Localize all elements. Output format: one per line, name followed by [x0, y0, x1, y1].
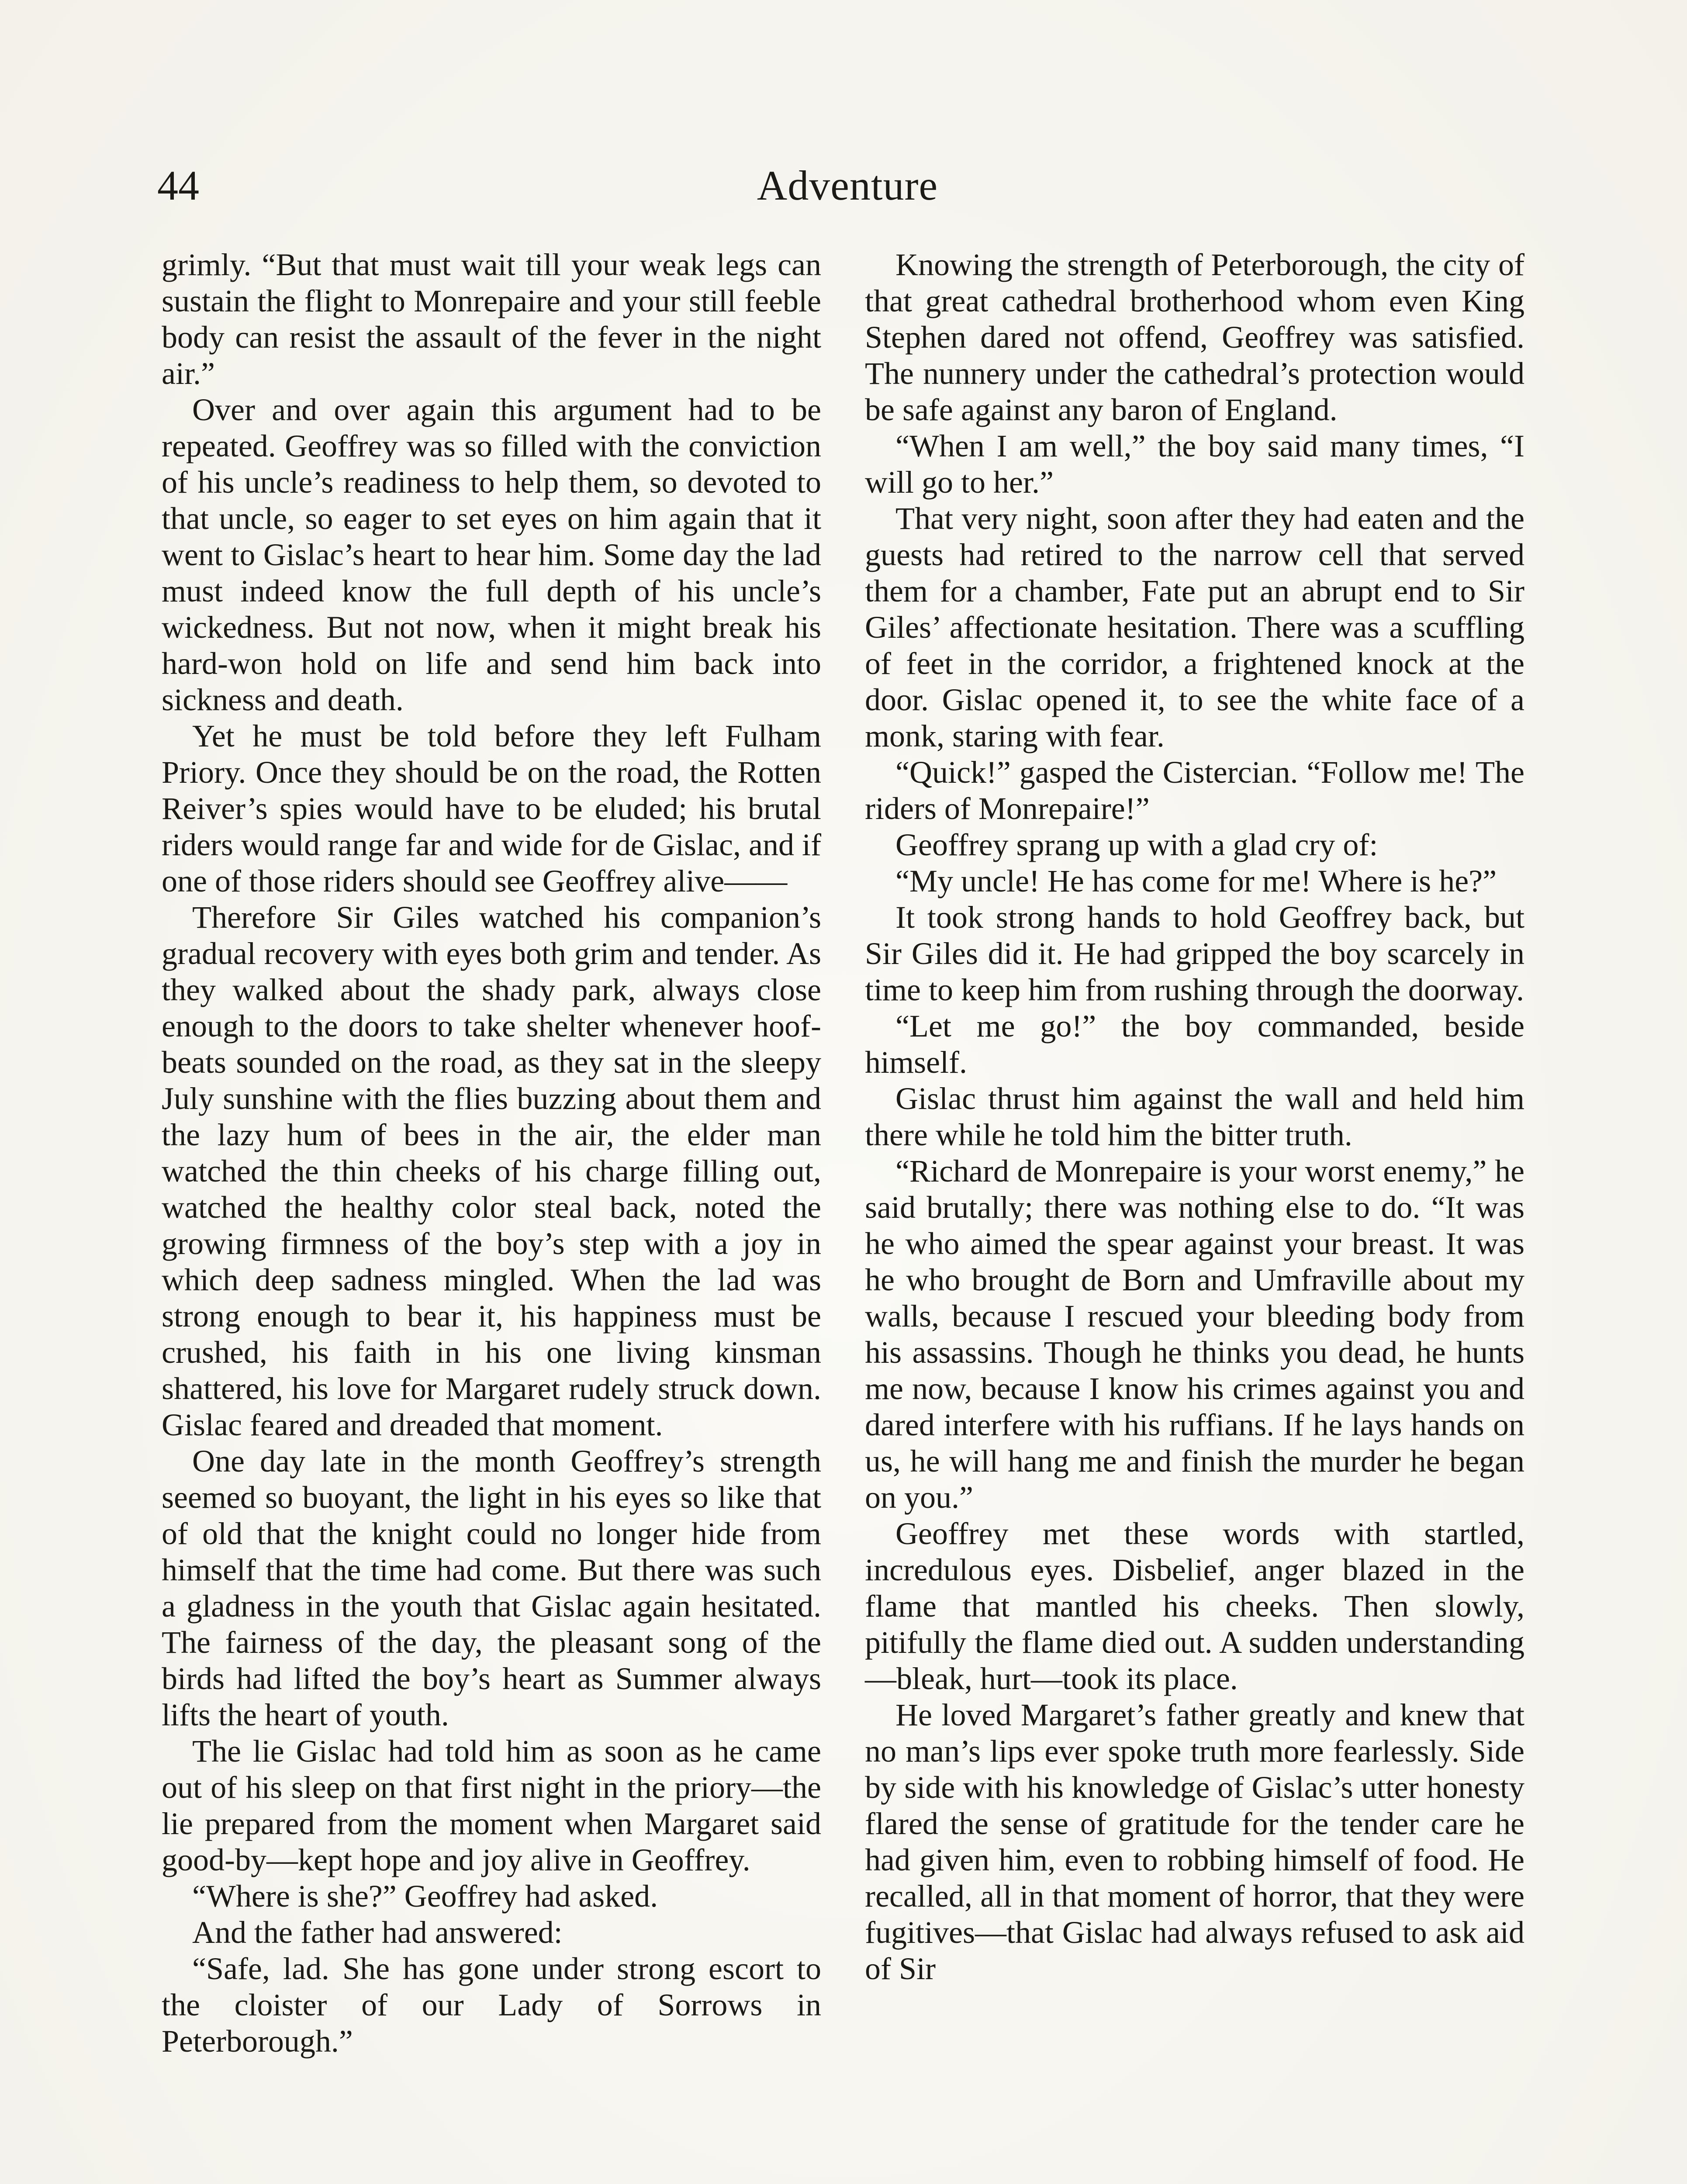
paragraph: “Where is she?” Geoffrey had asked.: [192, 1879, 658, 1914]
paragraph: “My uncle! He has come for me! Where is he?”: [895, 864, 1497, 898]
paragraph: Yet he must be told before they left Fulham Priory. Once they should be on the road, the Rotten Reiver’s spies would have to be eluded; his brutal riders would range far and wide for de Gislac, and if one of those riders should see Geoffrey alive——: [162, 719, 821, 898]
paragraph: “Safe, lad. She has gone under strong escort to the cloister of our Lady of Sorrows in Peterborough.”: [162, 1951, 821, 2059]
running-head: [149, 157, 1546, 214]
paragraph: One day late in the month Geoffrey’s strength seemed so buoyant, the light in his eyes so like that of old that the knight could no longer hide from himself that the time had come. But there was such a gladness in the youth that Gislac again hesitated. The fairness of the day, the pleasant song of the birds had lifted the boy’s heart as Summer always lifts the heart of youth.: [162, 1444, 821, 1732]
left-column: [162, 247, 821, 2060]
paragraph: “When I am well,” the boy said many times, “I will go to her.”: [865, 429, 1525, 500]
paragraph: Gislac thrust him against the wall and held him there while he told him the bitter truth.: [865, 1081, 1525, 1152]
paragraph: He loved Margaret’s father greatly and knew that no man’s lips ever spoke truth more fearlessly. Side by side with his knowledge of Gislac’s utter honesty flared the sense of gratitude for the tender care he had given him, even to robbing himself of food. He recalled, all in that moment of horror, that they were fugitives—that Gislac had always refused to ask aid of Sir: [865, 1697, 1525, 1986]
paragraph: “Let me go!” the boy commanded, beside himself.: [865, 1009, 1525, 1080]
paragraph: “Quick!” gasped the Cistercian. “Follow me! The riders of Monrepaire!”: [865, 755, 1525, 826]
paragraph: It took strong hands to hold Geoffrey back, but Sir Giles did it. He had gripped the boy scarcely in time to keep him from rushing through the doorway.: [865, 900, 1525, 1007]
paragraph: The lie Gislac had told him as soon as he came out of his sleep on that first night in the priory—the lie prepared from the moment when Margaret said good-by—kept hope and joy alive in Geoffrey.: [162, 1734, 821, 1877]
paragraph: Over and over again this argument had to be repeated. Geoffrey was so filled with the conviction of his uncle’s readiness to help them, so devoted to that uncle, so eager to set eyes on him again that it went to Gislac’s heart to hear him. Some day the lad must indeed know the full depth of his uncle’s wickedness. But not now, when it might break his hard-won hold on life and send him back into sickness and death.: [162, 392, 821, 717]
paragraph: That very night, soon after they had eaten and the guests had retired to the narrow cell that served them for a chamber, Fate put an abrupt end to Sir Giles’ affectionate hesitation. There was a scuffling of feet in the corridor, a frightened knock at the door. Gislac opened it, to see the white face of a monk, staring with fear.: [865, 501, 1525, 753]
paragraph: Geoffrey met these words with startled, incredulous eyes. Disbelief, anger blazed in the flame that mantled his cheeks. Then slowly, pitifully the flame died out. A sudden understanding—bleak, hurt—took its place.: [865, 1516, 1525, 1696]
page-number: 44: [157, 162, 199, 209]
paragraph: grimly. “But that must wait till your weak legs can sustain the flight to Monrepaire and your still feeble body can resist the assault of the fever in the night air.”: [162, 247, 821, 391]
right-column: [865, 247, 1525, 1987]
paragraph: Therefore Sir Giles watched his companion’s gradual recovery with eyes both grim and tender. As they walked about the shady park, always close enough to the doors to take shelter whenever hoof-beats sounded on the road, as they sat in the sleepy July sunshine with the flies buzzing about them and the lazy hum of bees in the air, the elder man watched the thin cheeks of his charge filling out, watched the healthy color steal back, noted the growing firmness of the boy’s step with a joy in which deep sadness mingled. When the lad was strong enough to bear it, his happiness must be crushed, his faith in his one living kinsman shattered, his love for Margaret rudely struck down. Gislac feared and dreaded that moment.: [162, 900, 821, 1442]
paragraph: Geoffrey sprang up with a glad cry of:: [895, 827, 1378, 862]
paragraph: Knowing the strength of Peterborough, the city of that great cathedral brotherhood whom even King Stephen dared not offend, Geoffrey was satisfied. The nunnery under the cathedral’s protection would be safe against any baron of England.: [865, 247, 1525, 427]
paragraph: And the father had answered:: [192, 1915, 563, 1950]
paragraph: “Richard de Monrepaire is your worst enemy,” he said brutally; there was nothing else to do. “It was he who aimed the spear against your breast. It was he who brought de Born and Umfraville about my walls, because I rescued your bleeding body from his assassins. Though he thinks you dead, he hunts me now, because I know his crimes against you and dared interfere with his ruffians. If he lays hands on us, he will hang me and finish the murder he began on you.”: [865, 1154, 1525, 1515]
running-title: Adventure: [757, 162, 938, 209]
